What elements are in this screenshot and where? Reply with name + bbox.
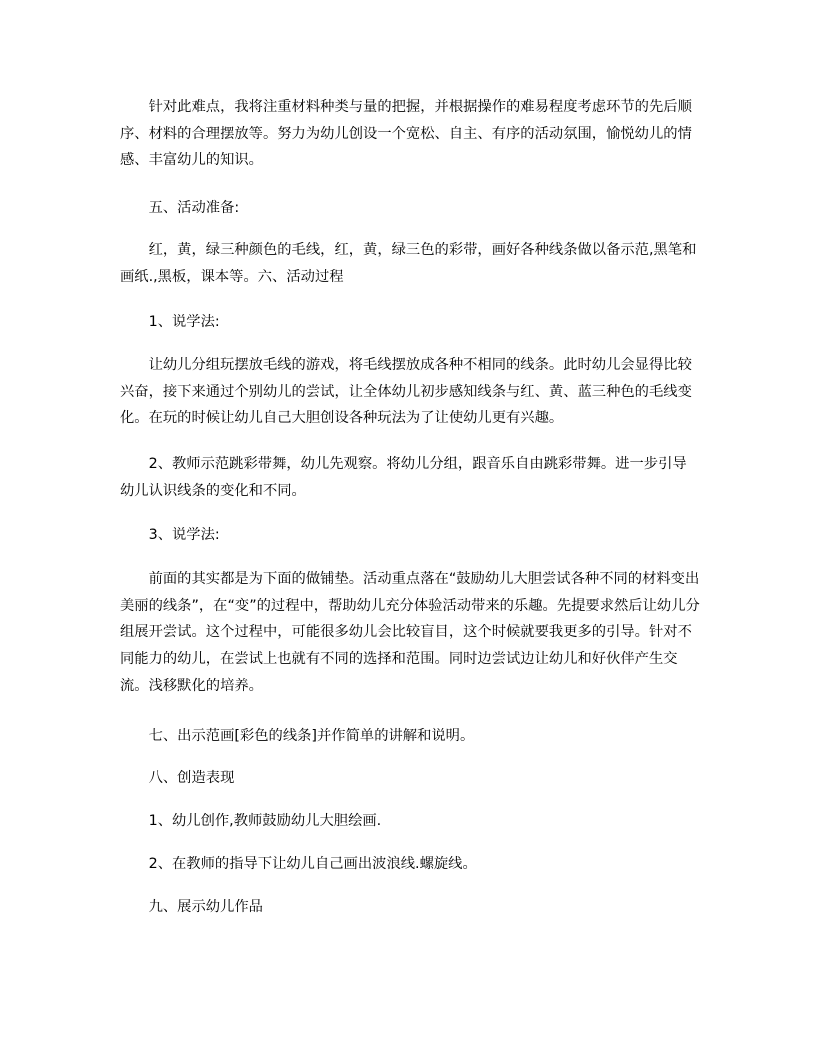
item-children-create: 1、幼儿创作,教师鼓励幼儿大胆绘画. (148, 813, 382, 829)
item-draw-wavy-spiral: 2、在教师的指导下让幼儿自己画出波浪线.螺旋线。 (148, 856, 477, 872)
paragraph-yarn-game: 让幼儿分组玩摆放毛线的游戏，将毛线摆放成各种不相同的线条。此时幼儿会显得比较兴奋，接下来通过个别幼儿的尝试，让全体幼儿初步感知线条与红、黄、蓝三种色的毛线变化。在玩的时候让幼儿自己大胆创设各种玩法为了让使幼儿更有兴趣。 (120, 357, 692, 427)
heading-show-sample-drawing: 七、出示范画[彩色的线条]并作简单的讲解和说明。 (148, 728, 475, 744)
heading-learning-method-3: 3、说学法: (148, 527, 220, 543)
heading-display-works: 九、展示幼儿作品 (148, 899, 263, 915)
paragraph-difficulty-strategy: 针对此难点，我将注重材料种类与量的把握，并根据操作的难易程度考虑环节的先后顺序、材料的合理摆放等。努力为幼儿创设一个宽松、自主、有序的活动氛围，愉悦幼儿的情感、丰富幼儿的知识。 (120, 99, 692, 169)
paragraph-ribbon-dance: 2、教师示范跳彩带舞，幼儿先观察。将幼儿分组，跟音乐自由跳彩带舞。进一步引导幼儿认识线条的变化和不同。 (120, 456, 687, 499)
paragraph-materials: 红，黄，绿三种颜色的毛线，红，黄，绿三色的彩带，画好各种线条做以备示范,黑笔和画纸.,黑板，课本等。六、活动过程 (120, 242, 697, 285)
paragraph-activity-focus: 前面的其实都是为下面的做铺垫。活动重点落在“鼓励幼儿大胆尝试各种不同的材料变出美丽的线条”，在“变”的过程中，帮助幼儿充分体验活动带来的乐趣。先提要求然后让幼儿分组展开尝试。这个过程中，可能很多幼儿会比较盲目，这个时候就要我更多的引导。针对不同能力的幼儿，在尝试上也就有不同的选择和范围。同时边尝试边让幼儿和好伙伴产生交流。浅移默化的培养。 (120, 571, 700, 694)
heading-creative-expression: 八、创造表现 (148, 770, 235, 786)
heading-learning-method-1: 1、说学法: (148, 314, 220, 330)
heading-activity-preparation: 五、活动准备: (148, 200, 240, 216)
